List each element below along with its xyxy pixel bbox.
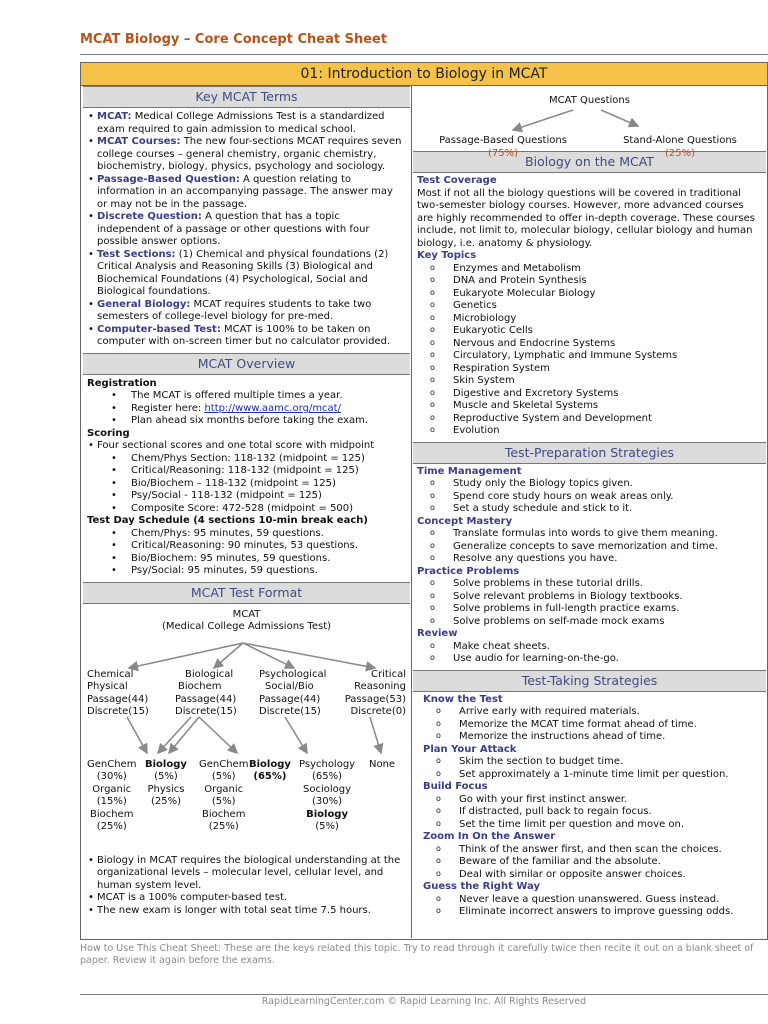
list-item: • MCAT is a 100% computer-based test.	[87, 892, 406, 905]
section-discrete: Discrete(15)	[259, 706, 321, 717]
subject-label: GenChem	[199, 758, 249, 770]
list-item	[87, 403, 406, 416]
subject-pct: (5%)	[154, 771, 178, 782]
standalone-questions-node	[605, 135, 755, 160]
subject-label: Organic	[92, 783, 132, 795]
term-label: General Biology:	[97, 298, 191, 310]
term-text: MCAT is 100% to be taken on computer with on-screen timer but no calculator provided.	[97, 323, 391, 347]
mcat-root-subtitle: (Medical College Admissions Test)	[161, 621, 332, 632]
term-label: MCAT Courses:	[97, 136, 181, 147]
subject-pct: (25%)	[150, 796, 181, 807]
list-item: o Go with your first instinct answer.	[423, 794, 762, 807]
key-term-item	[87, 324, 406, 349]
standalone-pct: (25%)	[664, 147, 696, 159]
group-label: Time Management	[417, 465, 522, 477]
list-item: • Chem/Phys: 95 minutes, 59 questions.	[87, 528, 406, 541]
test-format-section	[83, 604, 410, 915]
cheat-sheet-frame	[80, 62, 768, 940]
group-label: Zoom In On the Answer	[423, 831, 556, 842]
list-item: • Bio/Biochem: 95 minutes, 59 questions.	[87, 553, 406, 566]
section-label: Biological	[185, 668, 234, 680]
list-item: • Critical/Reasoning: 118-132 (midpoint = 125)	[87, 465, 406, 478]
list-item: • Bio/Biochem – 118-132 (midpoint = 125)	[87, 478, 406, 491]
section-node-psych-social	[259, 669, 326, 719]
section-label: Critical	[371, 668, 406, 680]
subject-genchem	[87, 759, 136, 834]
list-item: • Composite Score: 472-528 (midpoint = 500)	[87, 503, 406, 516]
subject-label: Sociology	[303, 783, 352, 795]
list-item: o Genetics	[417, 300, 762, 313]
section-discrete: Discrete(15)	[175, 706, 237, 717]
term-text: Medical College Admissions Test is a standardized exam required to gain admission to medical school.	[97, 111, 385, 135]
list-item: o Set the time limit per question and move on.	[423, 819, 762, 832]
aamc-link[interactable]: http://www.aamc.org/mcat/	[204, 402, 341, 414]
list-item: o Spend core study hours on weak areas only.	[417, 491, 762, 504]
subject-pct: (65%)	[253, 771, 287, 782]
term-label: MCAT:	[97, 111, 132, 122]
list-item: • The new exam is longer with total seat time 7.5 hours.	[87, 905, 406, 918]
subject-label: None	[369, 758, 396, 770]
list-item: • Psy/Social: 95 minutes, 59 questions.	[87, 565, 406, 578]
term-text: (1) Chemical and physical foundations (2) Critical Analysis and Reasoning Skills (3) Biological and Biochemical Foundations (4) Psychological, Social and Biological foundations.	[97, 248, 389, 297]
copyright-footer: RapidLearningCenter.com © Rapid Learning Inc. All Rights Reserved	[261, 996, 587, 1007]
subject-label: Psychology	[299, 758, 356, 770]
taking-strategies-section	[413, 692, 766, 923]
prep-strategies-section	[413, 464, 766, 670]
list-item: o Use audio for learning-on-the-go.	[417, 653, 762, 666]
subject-biology-physics	[145, 759, 187, 809]
coverage-label: Test Coverage	[417, 175, 497, 186]
subject-pct: (15%)	[96, 796, 127, 807]
subject-pct: (30%)	[312, 796, 343, 807]
list-item: • Critical/Reasoning: 90 minutes, 53 questions.	[87, 540, 406, 553]
term-label: Computer-based Test:	[97, 323, 221, 335]
mcat-questions-diagram	[413, 86, 766, 159]
section-label: Reasoning	[354, 681, 406, 692]
term-text: MCAT requires students to take two semesters of college-level biology for pre-med.	[97, 298, 372, 322]
register-prefix: Register here:	[131, 402, 205, 414]
list-item: • Plan ahead six months before taking the exam.	[87, 415, 406, 428]
list-item: o Translate formulas into words to give them meaning.	[417, 528, 762, 541]
subject-pct: (25%)	[96, 821, 127, 832]
list-item: o Set approximately a 1-minute time limit per question.	[423, 769, 762, 782]
list-item: o Skin System	[417, 375, 762, 388]
list-item: o Enzymes and Metabolism	[417, 263, 762, 276]
section-discrete: Discrete(15)	[87, 706, 149, 717]
list-item: o Resolve any questions you have.	[417, 553, 762, 566]
subject-pct: (65%)	[312, 771, 343, 782]
list-item: o Deal with similar or opposite answer choices.	[423, 869, 762, 882]
biology-on-mcat-section	[413, 173, 766, 442]
list-item: • The MCAT is offered multiple times a year.	[87, 390, 406, 403]
group-label: Build Focus	[423, 781, 488, 792]
group-label: Concept Mastery	[417, 515, 513, 527]
column-divider	[411, 86, 412, 938]
key-term-item	[87, 111, 406, 136]
list-item: o Solve problems in full-length practice exams.	[417, 603, 762, 616]
list-item: o Memorize the MCAT time format ahead of time.	[423, 719, 762, 732]
title-divider	[80, 54, 768, 55]
left-column	[83, 86, 410, 915]
scoring-label: Scoring	[87, 427, 130, 439]
list-item: o Memorize the instructions ahead of time.	[423, 731, 762, 744]
list-item: o Study only the Biology topics given.	[417, 478, 762, 491]
list-item: o Muscle and Skeletal Systems	[417, 400, 762, 413]
registration-label: Registration	[87, 377, 157, 389]
taking-strategies-heading: Test-Taking Strategies	[413, 670, 766, 692]
list-item: o Eukaryotic Cells	[417, 325, 762, 338]
subject-pct: (5%)	[315, 821, 339, 832]
format-notes	[87, 855, 406, 918]
list-item: o Evolution	[417, 425, 762, 438]
term-label: Passage-Based Question:	[97, 173, 240, 185]
passage-questions-node	[433, 135, 573, 160]
list-item: o DNA and Protein Synthesis	[417, 275, 762, 288]
subject-pct: (5%)	[211, 796, 236, 807]
subject-genchem-biochem	[199, 759, 248, 834]
section-passage: Passage(44)	[175, 693, 237, 705]
section-node-critical-reasoning	[335, 669, 406, 719]
schedule-label: Test Day Schedule (4 sections 10-min break each)	[87, 515, 368, 526]
section-label: Social/Bio	[265, 681, 314, 692]
list-item: o Nervous and Endocrine Systems	[417, 338, 762, 351]
subject-label: Biology	[249, 758, 291, 770]
usage-footnote: How to Use This Cheat Sheet: These are the keys related this topic. Try to read through it carefully twice then recite it out on a blank sheet of paper. Review it again before the exams.	[80, 943, 754, 966]
list-item: o Microbiology	[417, 313, 762, 326]
mcat-root-node	[87, 609, 406, 634]
standalone-label: Stand-Alone Questions	[623, 135, 737, 146]
list-item: o Set a study schedule and stick to it.	[417, 503, 762, 516]
list-item: o Solve problems on self-made mock exams	[417, 616, 762, 629]
mcat-questions-title: MCAT Questions	[549, 95, 630, 106]
section-passage: Passage(44)	[259, 693, 321, 705]
group-label: Know the Test	[423, 693, 503, 705]
list-item: o Think of the answer first, and then scan the choices.	[423, 844, 762, 857]
term-label: Discrete Question:	[97, 211, 202, 222]
key-term-item	[87, 249, 406, 299]
list-item: o If distracted, pull back to regain focus.	[423, 806, 762, 819]
key-term-item	[87, 299, 406, 324]
key-term-item	[87, 174, 406, 212]
biology-on-mcat-heading: Biology on the MCAT	[413, 151, 766, 173]
topics-label: Key Topics	[417, 250, 477, 261]
list-item: o Arrive early with required materials.	[423, 706, 762, 719]
section-node-chem-phys	[87, 669, 149, 719]
list-item: o Eliminate incorrect answers to improve guessing odds.	[423, 906, 762, 919]
list-item: o Respiration System	[417, 363, 762, 376]
list-item: o Make cheat sheets.	[417, 641, 762, 654]
passage-pct: (75%)	[487, 147, 519, 159]
list-item: o Generalize concepts to save memorization and time.	[417, 541, 762, 554]
group-label: Review	[417, 628, 458, 639]
footer-divider	[80, 994, 768, 995]
chapter-title: 01: Introduction to Biology in MCAT	[81, 63, 767, 86]
key-terms-heading: Key MCAT Terms	[83, 86, 410, 108]
overview-section	[83, 375, 410, 582]
list-item: o Circulatory, Lymphatic and Immune Systems	[417, 350, 762, 363]
section-label: Biochem	[178, 681, 222, 692]
subject-pct: (5%)	[211, 771, 236, 782]
subject-pct: (25%)	[208, 821, 239, 832]
list-item: • Four sectional scores and one total score with midpoint	[87, 440, 406, 453]
section-discrete: Discrete(0)	[350, 706, 406, 717]
overview-heading: MCAT Overview	[83, 353, 410, 375]
section-label: Chemical	[87, 668, 134, 680]
subject-pct: (30%)	[96, 771, 127, 782]
list-item: • Psy/Social - 118-132 (midpoint = 125)	[87, 490, 406, 503]
right-column	[413, 86, 766, 923]
section-label: Physical	[87, 681, 128, 692]
term-label: Test Sections:	[97, 248, 176, 260]
list-item: o Beware of the familiar and the absolute.	[423, 856, 762, 869]
key-terms-section	[83, 108, 410, 353]
list-item: o Solve relevant problems in Biology textbooks.	[417, 591, 762, 604]
group-label: Guess the Right Way	[423, 881, 540, 892]
subject-none	[369, 759, 395, 772]
subject-psychology-sociology	[299, 759, 355, 834]
term-text: A question relating to information in an accompanying passage. The answer may or may not be in the passage.	[97, 173, 393, 210]
test-format-diagram	[87, 607, 406, 916]
list-item: o Digestive and Excretory Systems	[417, 388, 762, 401]
subject-label: Biology	[145, 758, 187, 770]
section-passage: Passage(44)	[87, 693, 149, 705]
section-label: Psychological	[259, 668, 327, 680]
term-text: A question that has a topic independent of a passage or other questions with four possible answer options.	[97, 211, 370, 247]
passage-label: Passage-Based Questions	[439, 135, 567, 146]
list-item: o Eukaryote Molecular Biology	[417, 288, 762, 301]
subject-label: GenChem	[87, 758, 137, 770]
section-node-bio-biochem	[175, 669, 237, 719]
subject-label: Biology	[306, 808, 348, 820]
group-label: Plan Your Attack	[423, 743, 517, 755]
subject-biology-bio	[249, 759, 291, 784]
list-item: o Skim the section to budget time.	[423, 756, 762, 769]
subject-label: Biochem	[201, 808, 246, 820]
list-item: o Solve problems in these tutorial drills.	[417, 578, 762, 591]
subject-label: Organic	[204, 783, 244, 795]
subject-label: Biochem	[89, 808, 134, 820]
key-term-item	[87, 136, 406, 174]
term-text: The new four-sections MCAT requires seven college courses – general chemistry, organic chemistry, biochemistry, biology, physics, psychology and sociology.	[97, 136, 402, 172]
list-item: • Biology in MCAT requires the biological understanding at the organizational levels – molecular level, cellular level, and human system level.	[87, 855, 406, 893]
mcat-root-title: MCAT	[232, 608, 261, 620]
prep-strategies-heading: Test-Preparation Strategies	[413, 442, 766, 464]
coverage-text: Most if not all the biology questions will be covered in traditional two-semester biology courses. However, more advanced courses are highly recommended to offer in-depth coverage. These courses include, not limit to, molecular biology, cellular biology and human biology, i.e. anatomy & physiology.	[417, 187, 755, 249]
group-label: Practice Problems	[417, 565, 520, 577]
page-title: MCAT Biology – Core Concept Cheat Sheet	[80, 32, 388, 47]
test-format-heading: MCAT Test Format	[83, 582, 410, 604]
list-item: • Chem/Phys Section: 118-132 (midpoint = 125)	[87, 453, 406, 466]
section-passage: Passage(53)	[344, 693, 406, 705]
subject-label: Physics	[147, 783, 185, 795]
list-item: o Reproductive System and Development	[417, 413, 762, 426]
key-term-item	[87, 211, 406, 249]
list-item: o Never leave a question unanswered. Guess instead.	[423, 894, 762, 907]
